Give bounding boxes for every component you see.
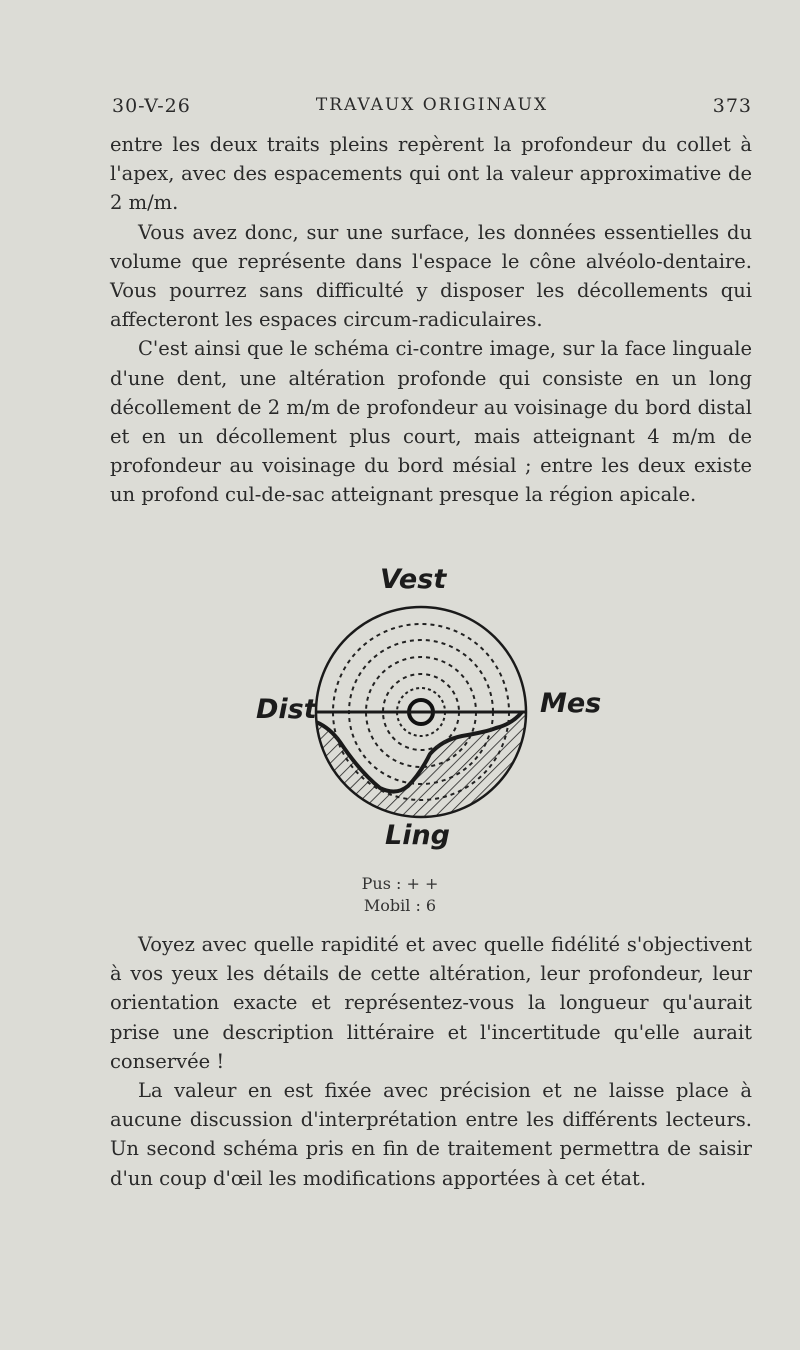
label-vest: Vest	[380, 564, 447, 595]
label-dist: Dist	[256, 694, 317, 725]
paragraph: La valeur en est fixée avec précision et ne laisse place à aucune discussion d'interprétation entre les différents lecteurs. Un second schéma pris en fin de traitement permettra de saisir d'un coup d'œil les modifications apportées à cet état.	[110, 1079, 752, 1190]
body-text-top	[110, 130, 752, 510]
caption-mobil: Mobil : 6	[363, 896, 437, 915]
paragraph: entre les deux traits pleins repèrent la profondeur du collet à l'apex, avec des espacements qui ont la valeur approximative de 2 m/m.	[110, 133, 752, 215]
dental-schema-figure	[250, 560, 602, 860]
paragraph: C'est ainsi que le schéma ci-contre image, sur la face linguale d'une dent, une altération profonde qui consiste en un long décollement de 2 m/m de profondeur au voisinage du bord distal et en un décollement plus court, mais atteignant 4 m/m de profondeur au voisinage du bord mésial ; entre les deux existe un profond cul-de-sac atteignant presque la région apicale.	[110, 337, 752, 507]
page-number: 373	[712, 95, 752, 117]
paragraph: Voyez avec quelle rapidité et avec quelle fidélité s'objectivent à vos yeux les détails de cette altération, leur profondeur, leur orientation exacte et représentez-vous la longueur qu'aurait prise une description littéraire et l'incertitude qu'elle aurait conservée !	[110, 933, 752, 1073]
paragraph: Vous avez donc, sur une surface, les données essentielles du volume que représente dans l'espace le cône alvéolo-dentaire. Vous pourrez sans difficulté y disposer les décollements qui affecteront les espaces circum-radiculaires.	[110, 220, 752, 332]
label-ling: Ling	[385, 820, 451, 851]
running-header	[112, 95, 752, 125]
caption-pus: Pus : + +	[361, 874, 439, 893]
header-section-title: TRAVAUX ORIGINAUX	[315, 95, 549, 115]
header-date: 30-V-26	[112, 95, 191, 117]
label-mes: Mes	[540, 688, 602, 719]
body-text-bottom	[110, 930, 752, 1193]
